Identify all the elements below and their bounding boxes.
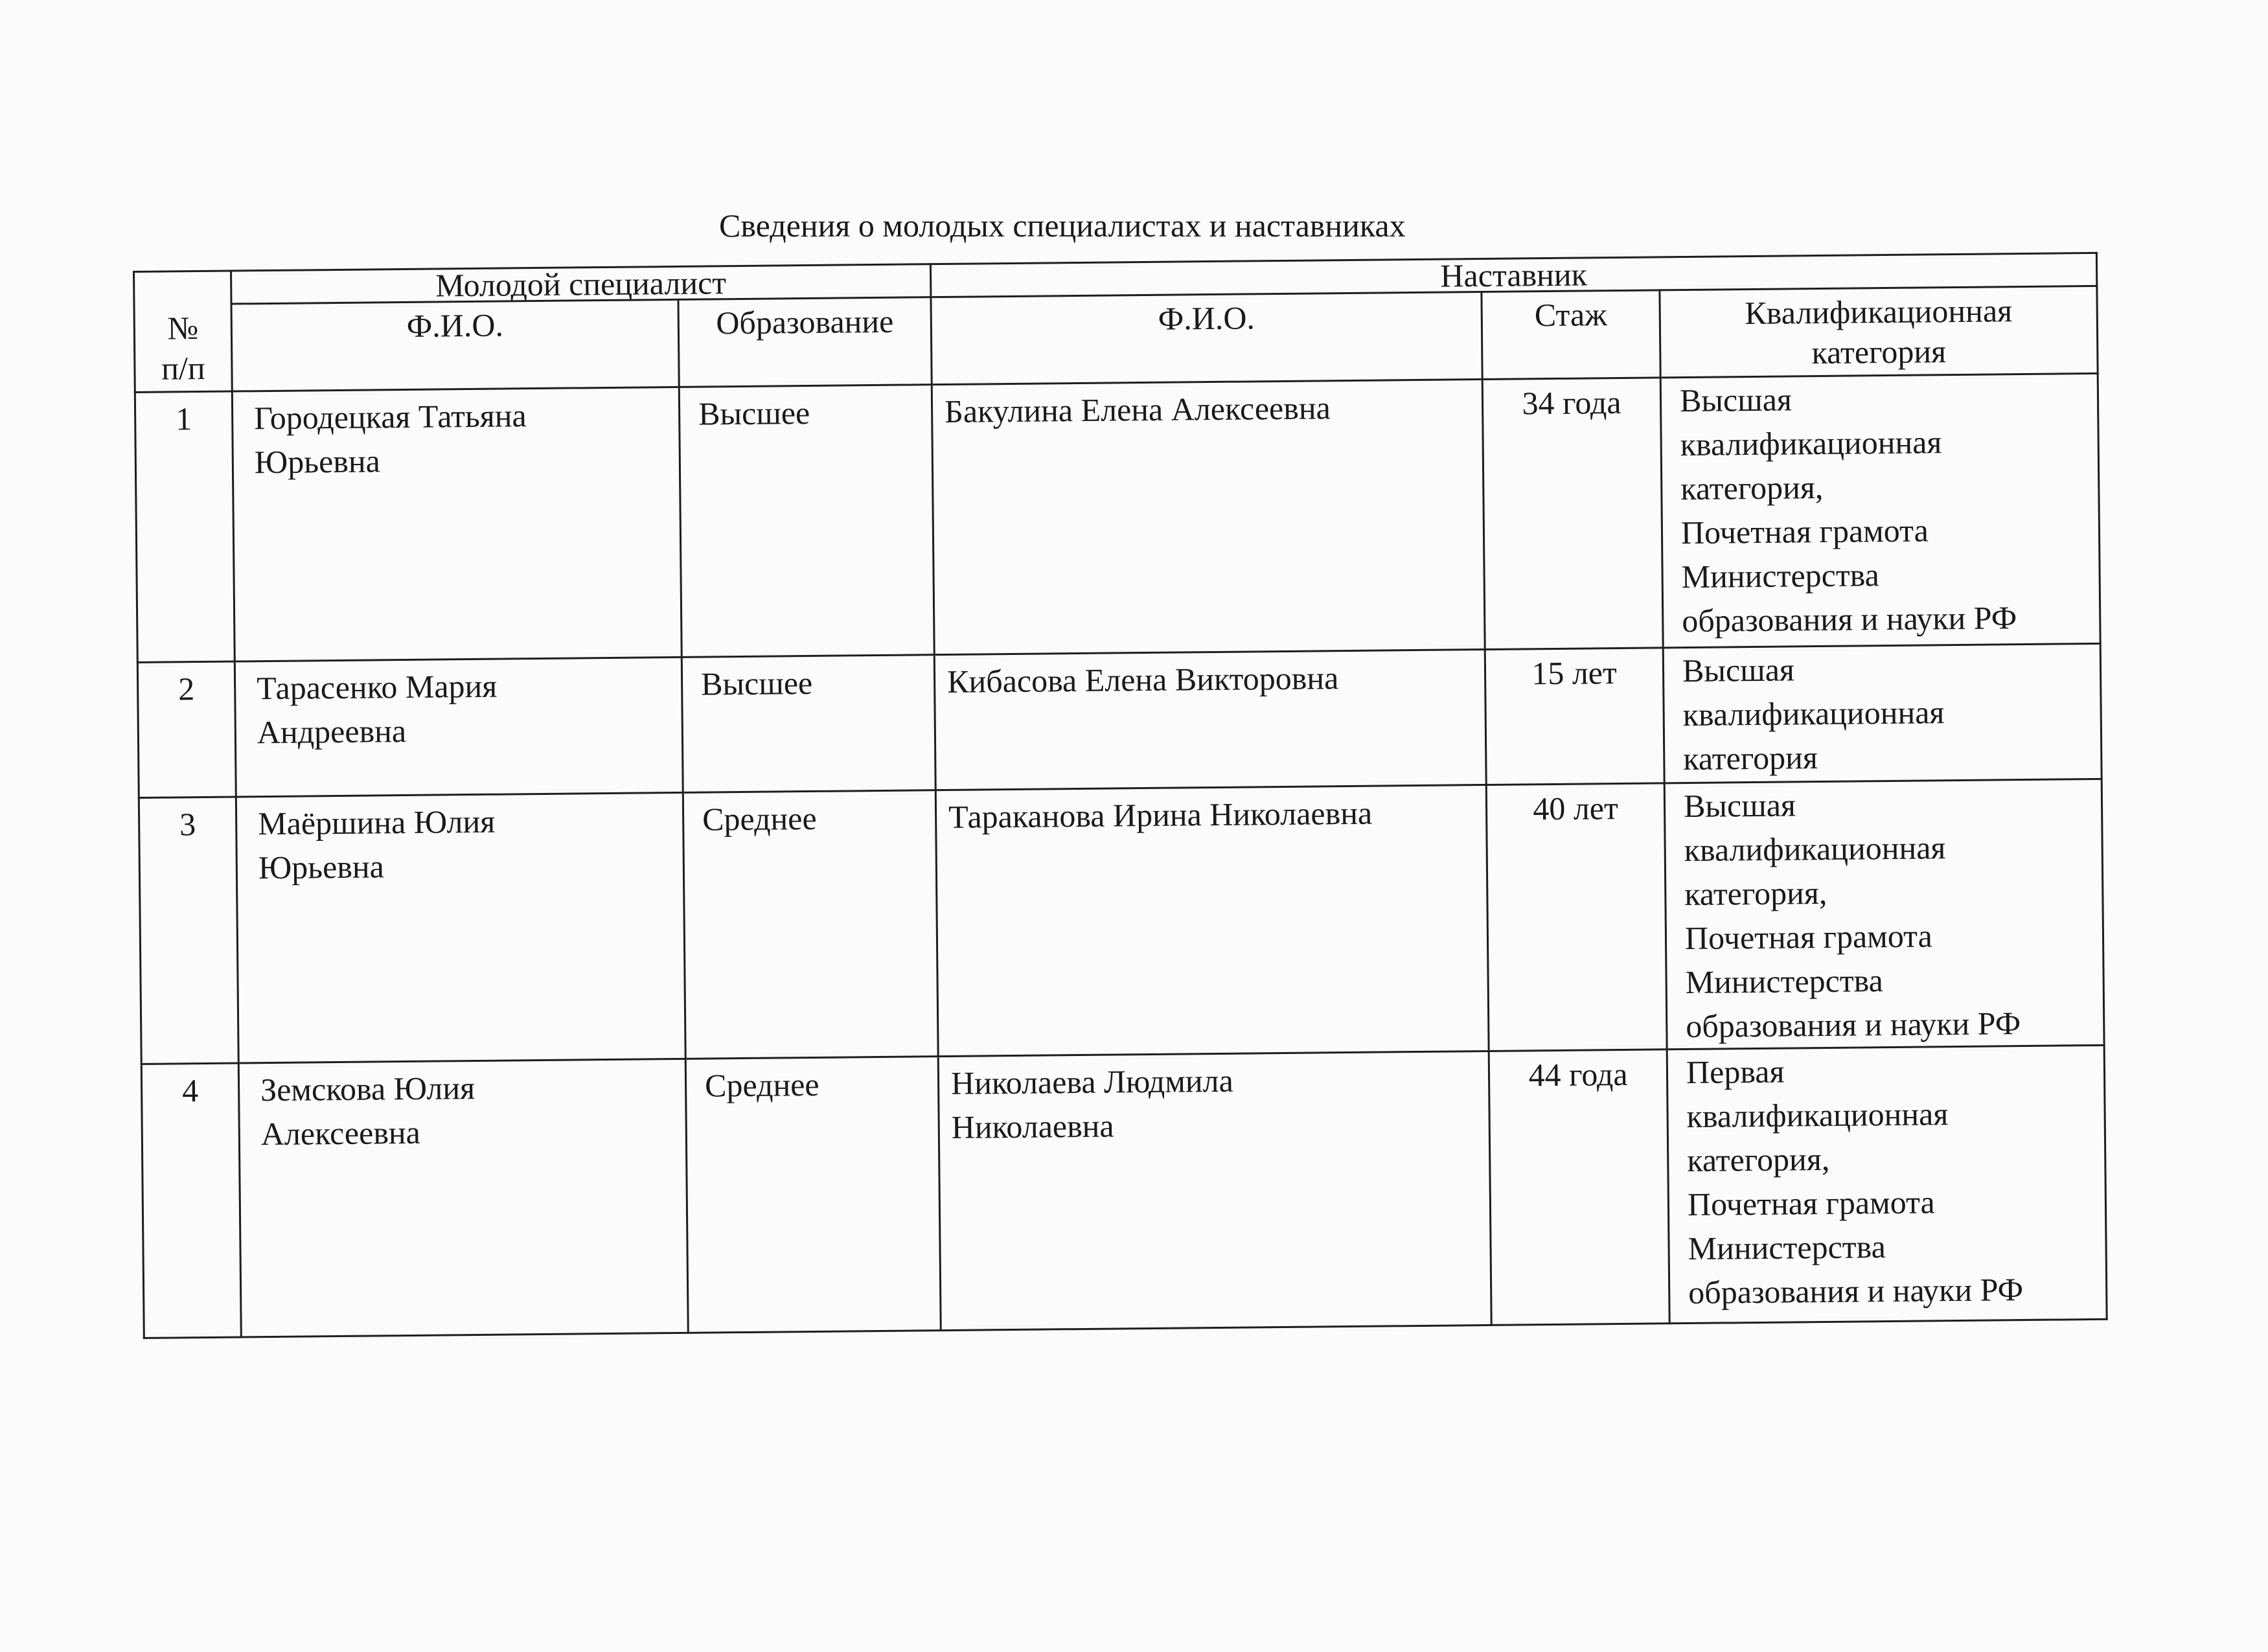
header-qualification-line2: категория xyxy=(1811,333,1947,371)
qualification-line: Министерства xyxy=(1685,962,1884,1001)
qualification-line: образования и науки РФ xyxy=(1686,1005,2021,1045)
table-row xyxy=(139,779,2104,1064)
qualification-line: категория, xyxy=(1680,468,1824,507)
young-name-line1: Тарасенко Мария xyxy=(256,667,498,707)
qualification-line: Министерства xyxy=(1681,556,1880,595)
young-specialist-name xyxy=(238,1059,688,1337)
mentor-experience: 40 лет xyxy=(1486,783,1667,1051)
header-mentor-name: Ф.И.О. xyxy=(931,292,1482,385)
qualification-line: Высшая xyxy=(1683,786,1796,825)
mentor-name-line2: Николаевна xyxy=(951,1107,1114,1145)
qualification-line: квалификационная xyxy=(1686,1096,1949,1135)
header-young-name: Ф.И.О. xyxy=(231,299,679,391)
header-qualification xyxy=(1660,286,2098,377)
row-number: 3 xyxy=(139,797,238,1064)
header-education: Образование xyxy=(678,297,932,387)
qualification-line: образования и науки РФ xyxy=(1688,1271,2024,1311)
header-qualification-line1: Квалификационная xyxy=(1745,292,2013,332)
table-container xyxy=(133,252,2108,1339)
mentor-name xyxy=(938,1051,1491,1330)
header-mentor: Наставник xyxy=(930,253,2096,297)
table-row xyxy=(141,1045,2107,1338)
education: Высшее xyxy=(682,655,935,793)
young-specialist-name xyxy=(236,792,685,1063)
document-title: Сведения о молодых специалистах и наставниках xyxy=(719,207,1406,244)
qualification-line: Высшая xyxy=(1679,381,1793,419)
qualification-line: квалификационная xyxy=(1684,829,1946,869)
mentor-qualification xyxy=(1664,779,2104,1049)
table-row xyxy=(135,373,2100,662)
mentor-name-line1: Тараканова Ирина Николаевна xyxy=(948,794,1373,835)
mentor-experience: 44 года xyxy=(1489,1050,1669,1325)
mentor-name xyxy=(934,649,1486,790)
header-experience: Стаж xyxy=(1482,290,1660,380)
mentor-experience: 34 года xyxy=(1482,378,1663,650)
mentor-qualification xyxy=(1663,643,2102,783)
qualification-line: Высшая xyxy=(1682,651,1795,689)
qualification-line: категория xyxy=(1683,739,1818,777)
row-number: 4 xyxy=(141,1063,241,1338)
row-number: 1 xyxy=(135,391,235,662)
young-name-line1: Земскова Юлия xyxy=(260,1069,475,1108)
mentor-name-line1: Кибасова Елена Викторовна xyxy=(946,660,1339,700)
row-number: 2 xyxy=(137,661,236,797)
young-specialist-name xyxy=(235,657,683,797)
qualification-line: категория, xyxy=(1684,874,1827,913)
specialists-table xyxy=(133,252,2108,1339)
mentor-name xyxy=(935,785,1489,1056)
education: Среднее xyxy=(683,790,938,1059)
header-number xyxy=(134,271,233,392)
header-number-line2: п/п xyxy=(161,349,205,387)
qualification-line: Почетная грамота xyxy=(1684,917,1933,957)
young-name-line2: Алексеевна xyxy=(260,1114,421,1153)
young-name-line2: Юрьевна xyxy=(254,442,381,481)
qualification-line: Почетная грамота xyxy=(1680,512,1929,551)
mentor-name-line1: Николаева Людмила xyxy=(950,1062,1233,1101)
qualification-line: Почетная грамота xyxy=(1687,1184,1935,1223)
table-row xyxy=(137,643,2102,797)
young-name-line1: Маёршина Юлия xyxy=(257,803,496,842)
header-young-specialist: Молодой специалист xyxy=(231,264,931,304)
qualification-line: Первая xyxy=(1686,1053,1785,1091)
young-name-line2: Андреевна xyxy=(257,712,407,751)
education: Высшее xyxy=(679,385,934,658)
mentor-name-line1: Бакулина Елена Алексеевна xyxy=(944,389,1331,430)
young-name-line2: Юрьевна xyxy=(258,848,385,886)
qualification-line: Министерства xyxy=(1688,1228,1886,1267)
mentor-name xyxy=(932,380,1485,655)
education: Среднее xyxy=(685,1057,941,1333)
qualification-line: квалификационная xyxy=(1682,694,1945,733)
mentor-qualification xyxy=(1660,373,2100,647)
young-specialist-name xyxy=(232,387,682,661)
qualification-line: квалификационная xyxy=(1680,424,1942,463)
header-number-line1: № xyxy=(167,309,199,346)
qualification-line: категория, xyxy=(1687,1140,1830,1179)
mentor-qualification xyxy=(1667,1045,2107,1323)
young-name-line1: Городецкая Татьяна xyxy=(253,397,527,437)
mentor-experience: 15 лет xyxy=(1485,648,1664,785)
qualification-line: образования и науки РФ xyxy=(1682,599,2017,639)
